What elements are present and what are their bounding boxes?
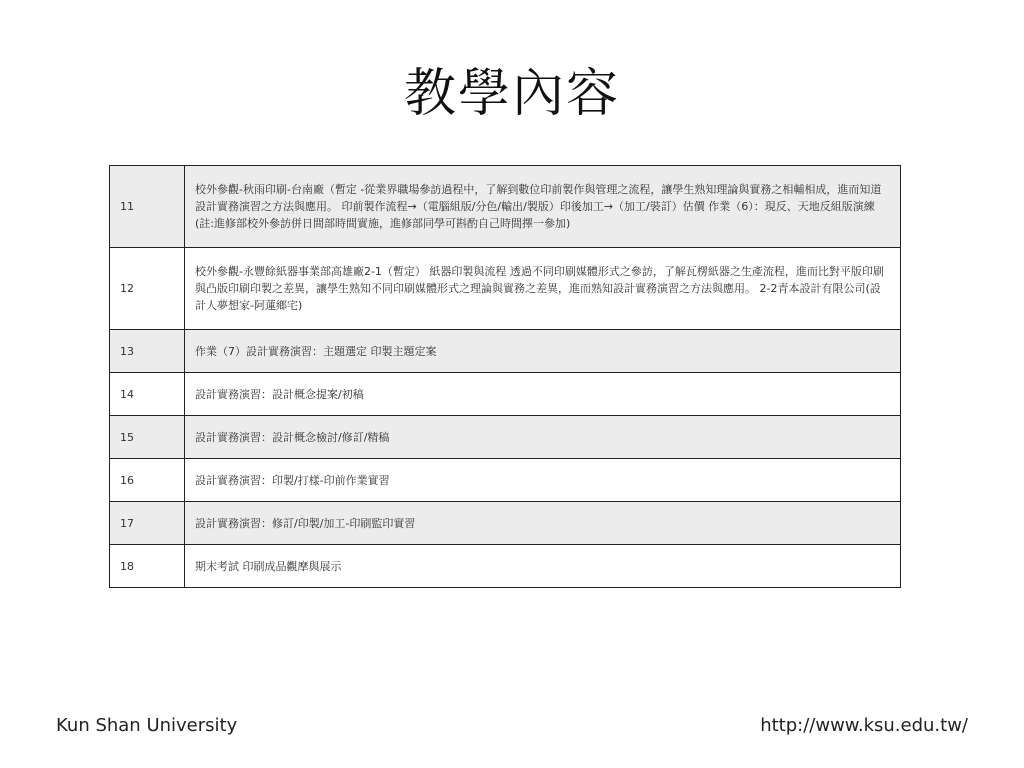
table-row [110, 459, 901, 502]
table-row [110, 330, 901, 373]
week-content: 設計實務演習：修訂/印製/加工-印刷監印實習 [185, 502, 901, 545]
table-row [110, 416, 901, 459]
week-number: 18 [110, 545, 185, 588]
table-row [110, 248, 901, 330]
table-row [110, 502, 901, 545]
week-content: 校外參觀-永豐餘紙器事業部高雄廠2-1（暫定） 紙器印製與流程 透過不同印刷媒體形式之參訪，了解瓦楞紙器之生產流程，進而比對平版印刷與凸版印刷印製之差異，讓學生熟知不同印刷媒體形式之理論與實務之差異，進而熟知設計實務演習之方法與應用。 2-2青本設計有限公司(設計人夢想家-阿蓮鄉宅) [185, 248, 901, 330]
footer-website-url: http://www.ksu.edu.tw/ [760, 715, 968, 736]
table-row [110, 545, 901, 588]
table-row [110, 166, 901, 248]
week-number: 14 [110, 373, 185, 416]
week-number: 16 [110, 459, 185, 502]
footer-university-name: Kun Shan University [56, 715, 238, 736]
course-schedule-table [109, 165, 901, 588]
week-content: 設計實務演習：印製/打樣-印前作業實習 [185, 459, 901, 502]
week-number: 13 [110, 330, 185, 373]
week-content: 作業（7）設計實務演習：主題選定 印製主題定案 [185, 330, 901, 373]
table-row [110, 373, 901, 416]
week-number: 12 [110, 248, 185, 330]
week-content: 設計實務演習：設計概念提案/初稿 [185, 373, 901, 416]
week-content: 校外參觀-秋雨印刷-台南廠（暫定 -從業界職場參訪過程中，了解到數位印前製作與管理之流程，讓學生熟知理論與實務之相輔相成，進而知道設計實務演習之方法與應用。 印前製作流程→（電腦組版/分色/輸出/製版）印後加工→（加工/裝訂）估價 作業（6）：現反、天地反組版演練 (註:進修部校外參訪併日間部時間實施，進修部同學可斟酌自己時間擇一參加) [185, 166, 901, 248]
week-content: 期末考試 印刷成品觀摩與展示 [185, 545, 901, 588]
slide-title: 教學內容 [403, 64, 620, 124]
week-number: 11 [110, 166, 185, 248]
week-number: 15 [110, 416, 185, 459]
week-content: 設計實務演習：設計概念檢討/修訂/精稿 [185, 416, 901, 459]
week-number: 17 [110, 502, 185, 545]
